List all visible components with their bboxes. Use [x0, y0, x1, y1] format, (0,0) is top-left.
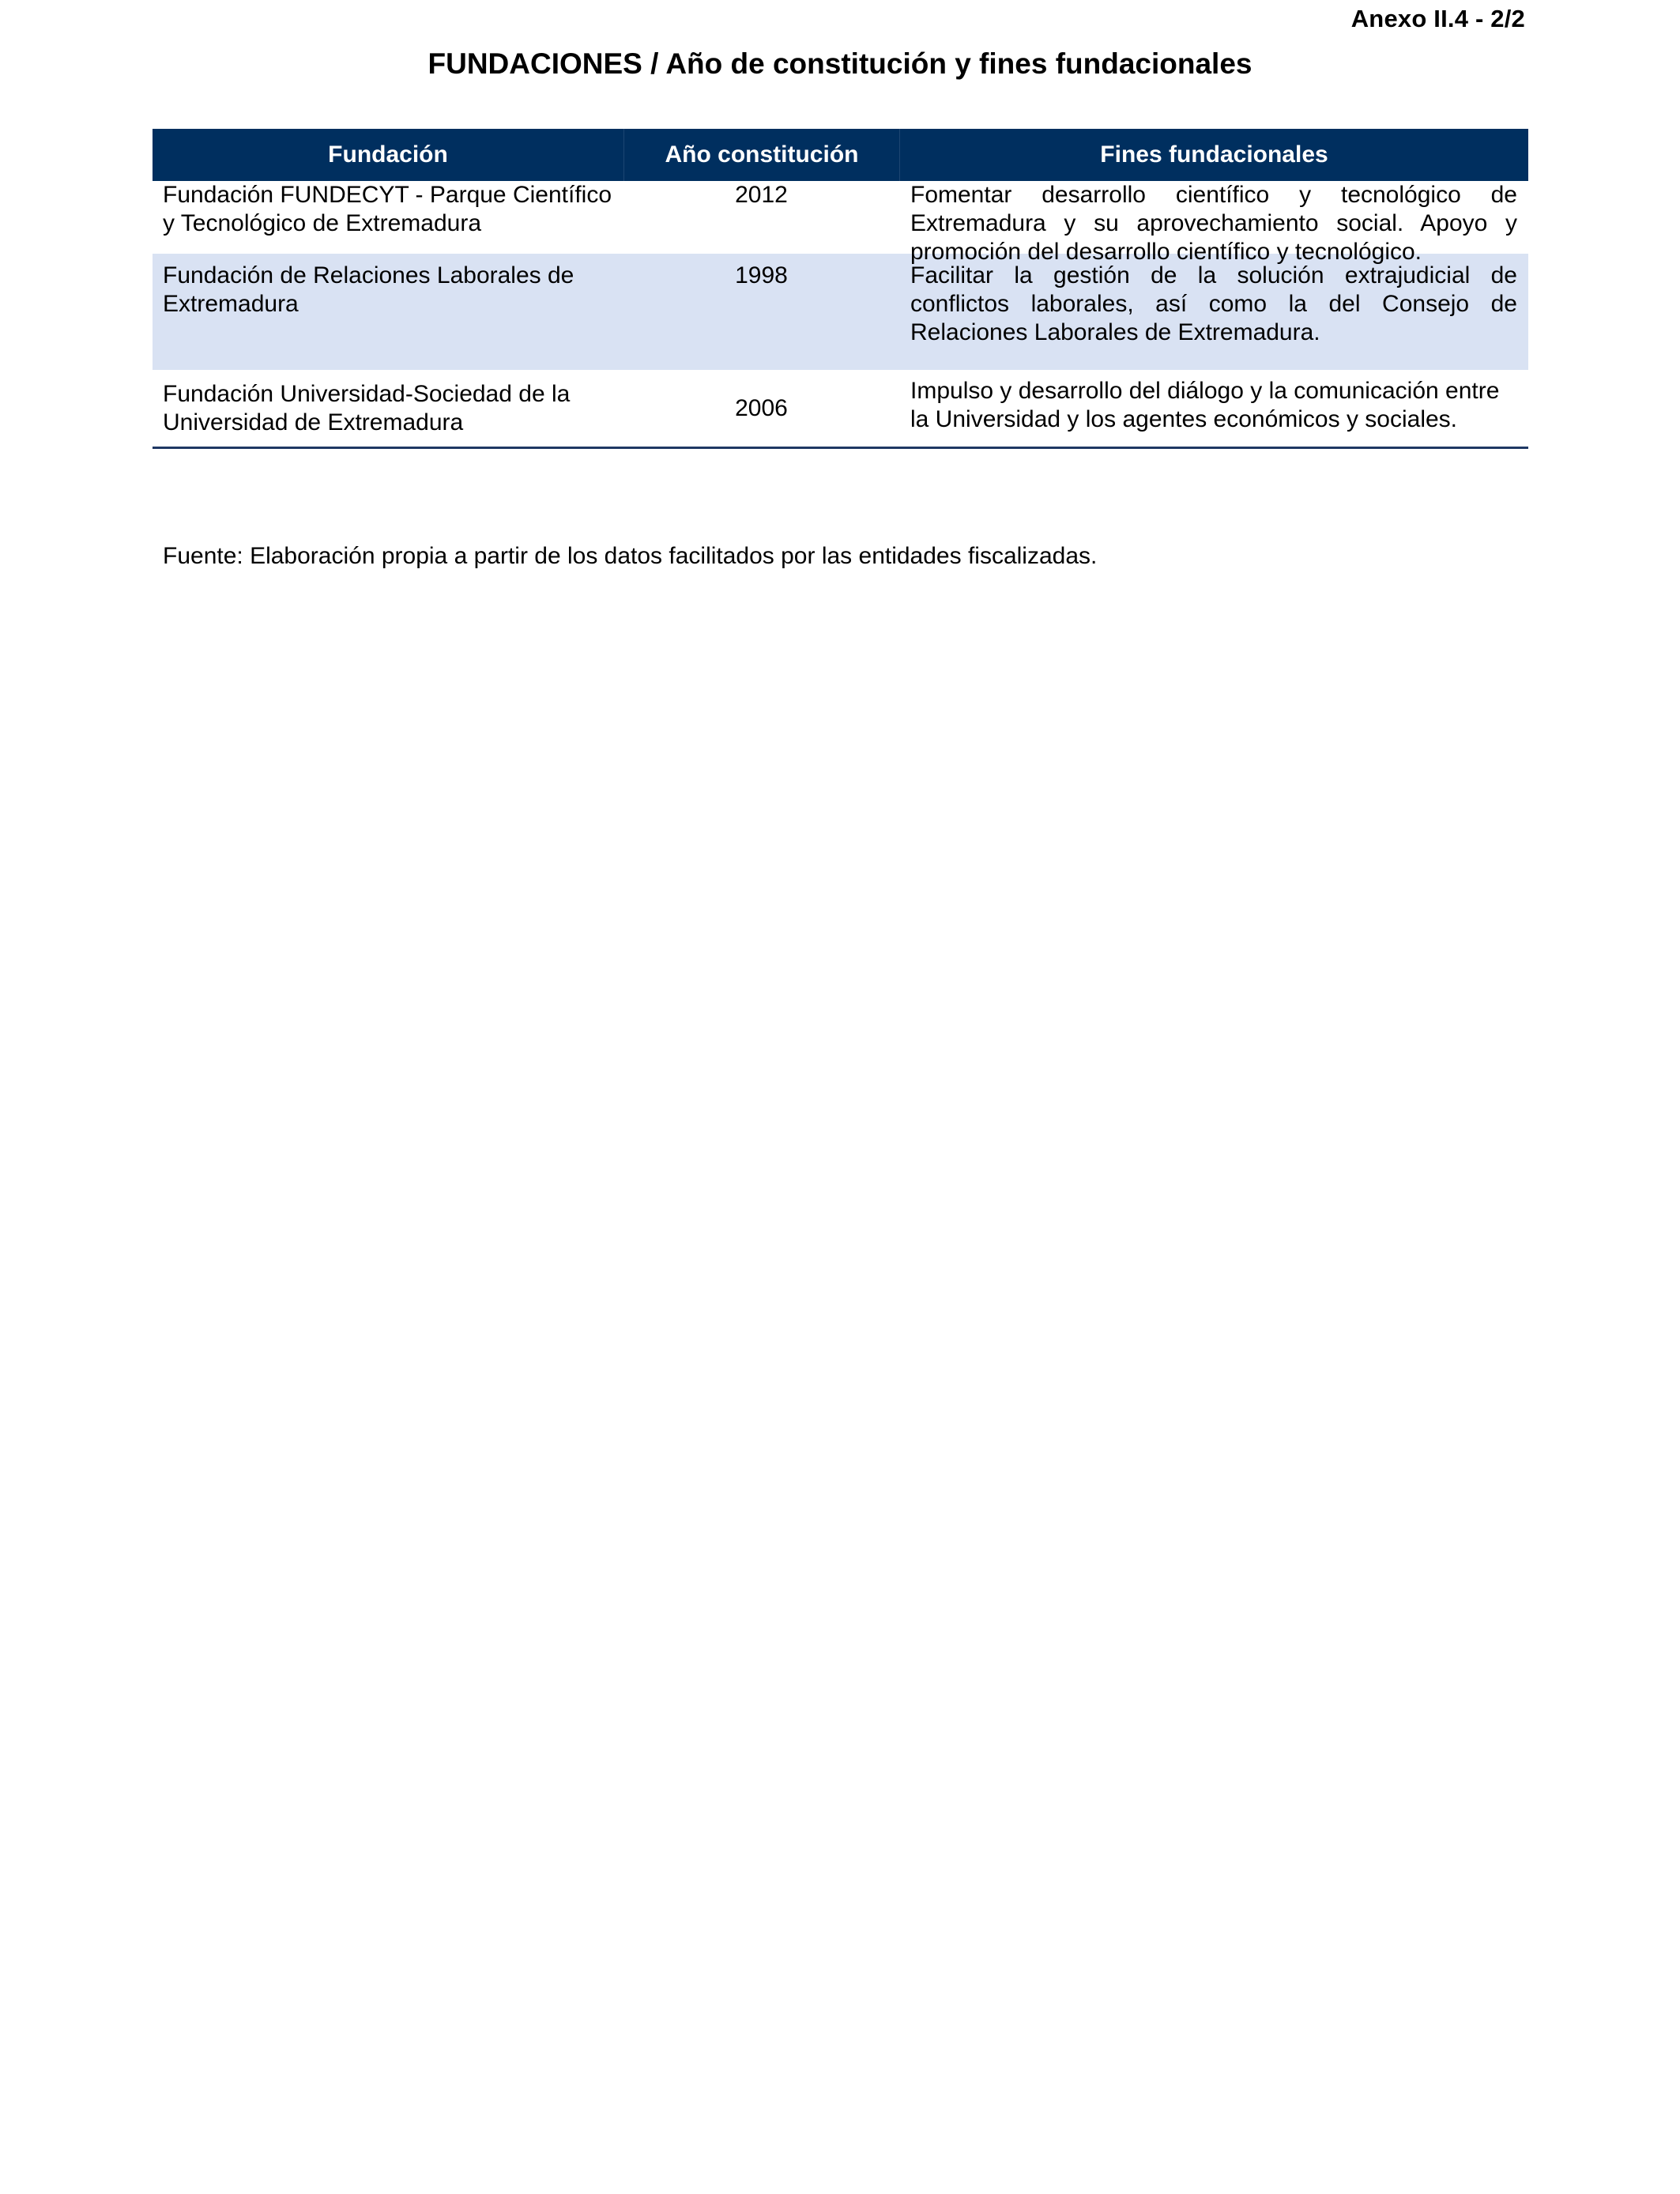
- table-row: [153, 370, 1528, 449]
- source-note: Fuente: Elaboración propia a partir de los datos facilitados por las entidades fiscalizadas.: [163, 543, 1098, 569]
- column-header-year: Año constitución: [623, 129, 899, 181]
- aims-cell: Facilitar la gestión de la solución extrajudicial de conflictos laborales, así como la del Consejo de Relaciones Laborales de Extremadura.: [910, 262, 1517, 345]
- column-header-foundation: Fundación: [328, 141, 448, 168]
- column-header-aims: Fines fundacionales: [899, 129, 1528, 181]
- aims-cell: Fomentar desarrollo científico y tecnológico de Extremadura y su aprovechamiento social. Apoyo y promoción del desarrollo científico y tecnológico.: [910, 182, 1517, 265]
- page-title: FUNDACIONES / Año de constitución y fines fundacionales: [428, 47, 1252, 80]
- year-cell: 2012: [735, 182, 788, 208]
- annex-label: Anexo II.4 - 2/2: [1350, 5, 1525, 32]
- foundations-table: [153, 129, 1528, 449]
- table-header: [153, 129, 1528, 181]
- table-row: [153, 254, 1528, 370]
- foundation-name-cell: Fundación de Relaciones Laborales de Extremadura: [163, 262, 574, 317]
- year-cell: 1998: [735, 262, 788, 288]
- foundation-name-cell: Fundación FUNDECYT - Parque Científico y Tecnológico de Extremadura: [163, 182, 612, 236]
- aims-cell: Impulso y desarrollo del diálogo y la comunicación entre la Universidad y los agentes económicos y sociales.: [910, 378, 1500, 432]
- year-cell: 2006: [735, 395, 788, 421]
- foundation-name-cell: Fundación Universidad-Sociedad de la Universidad de Extremadura: [163, 381, 571, 435]
